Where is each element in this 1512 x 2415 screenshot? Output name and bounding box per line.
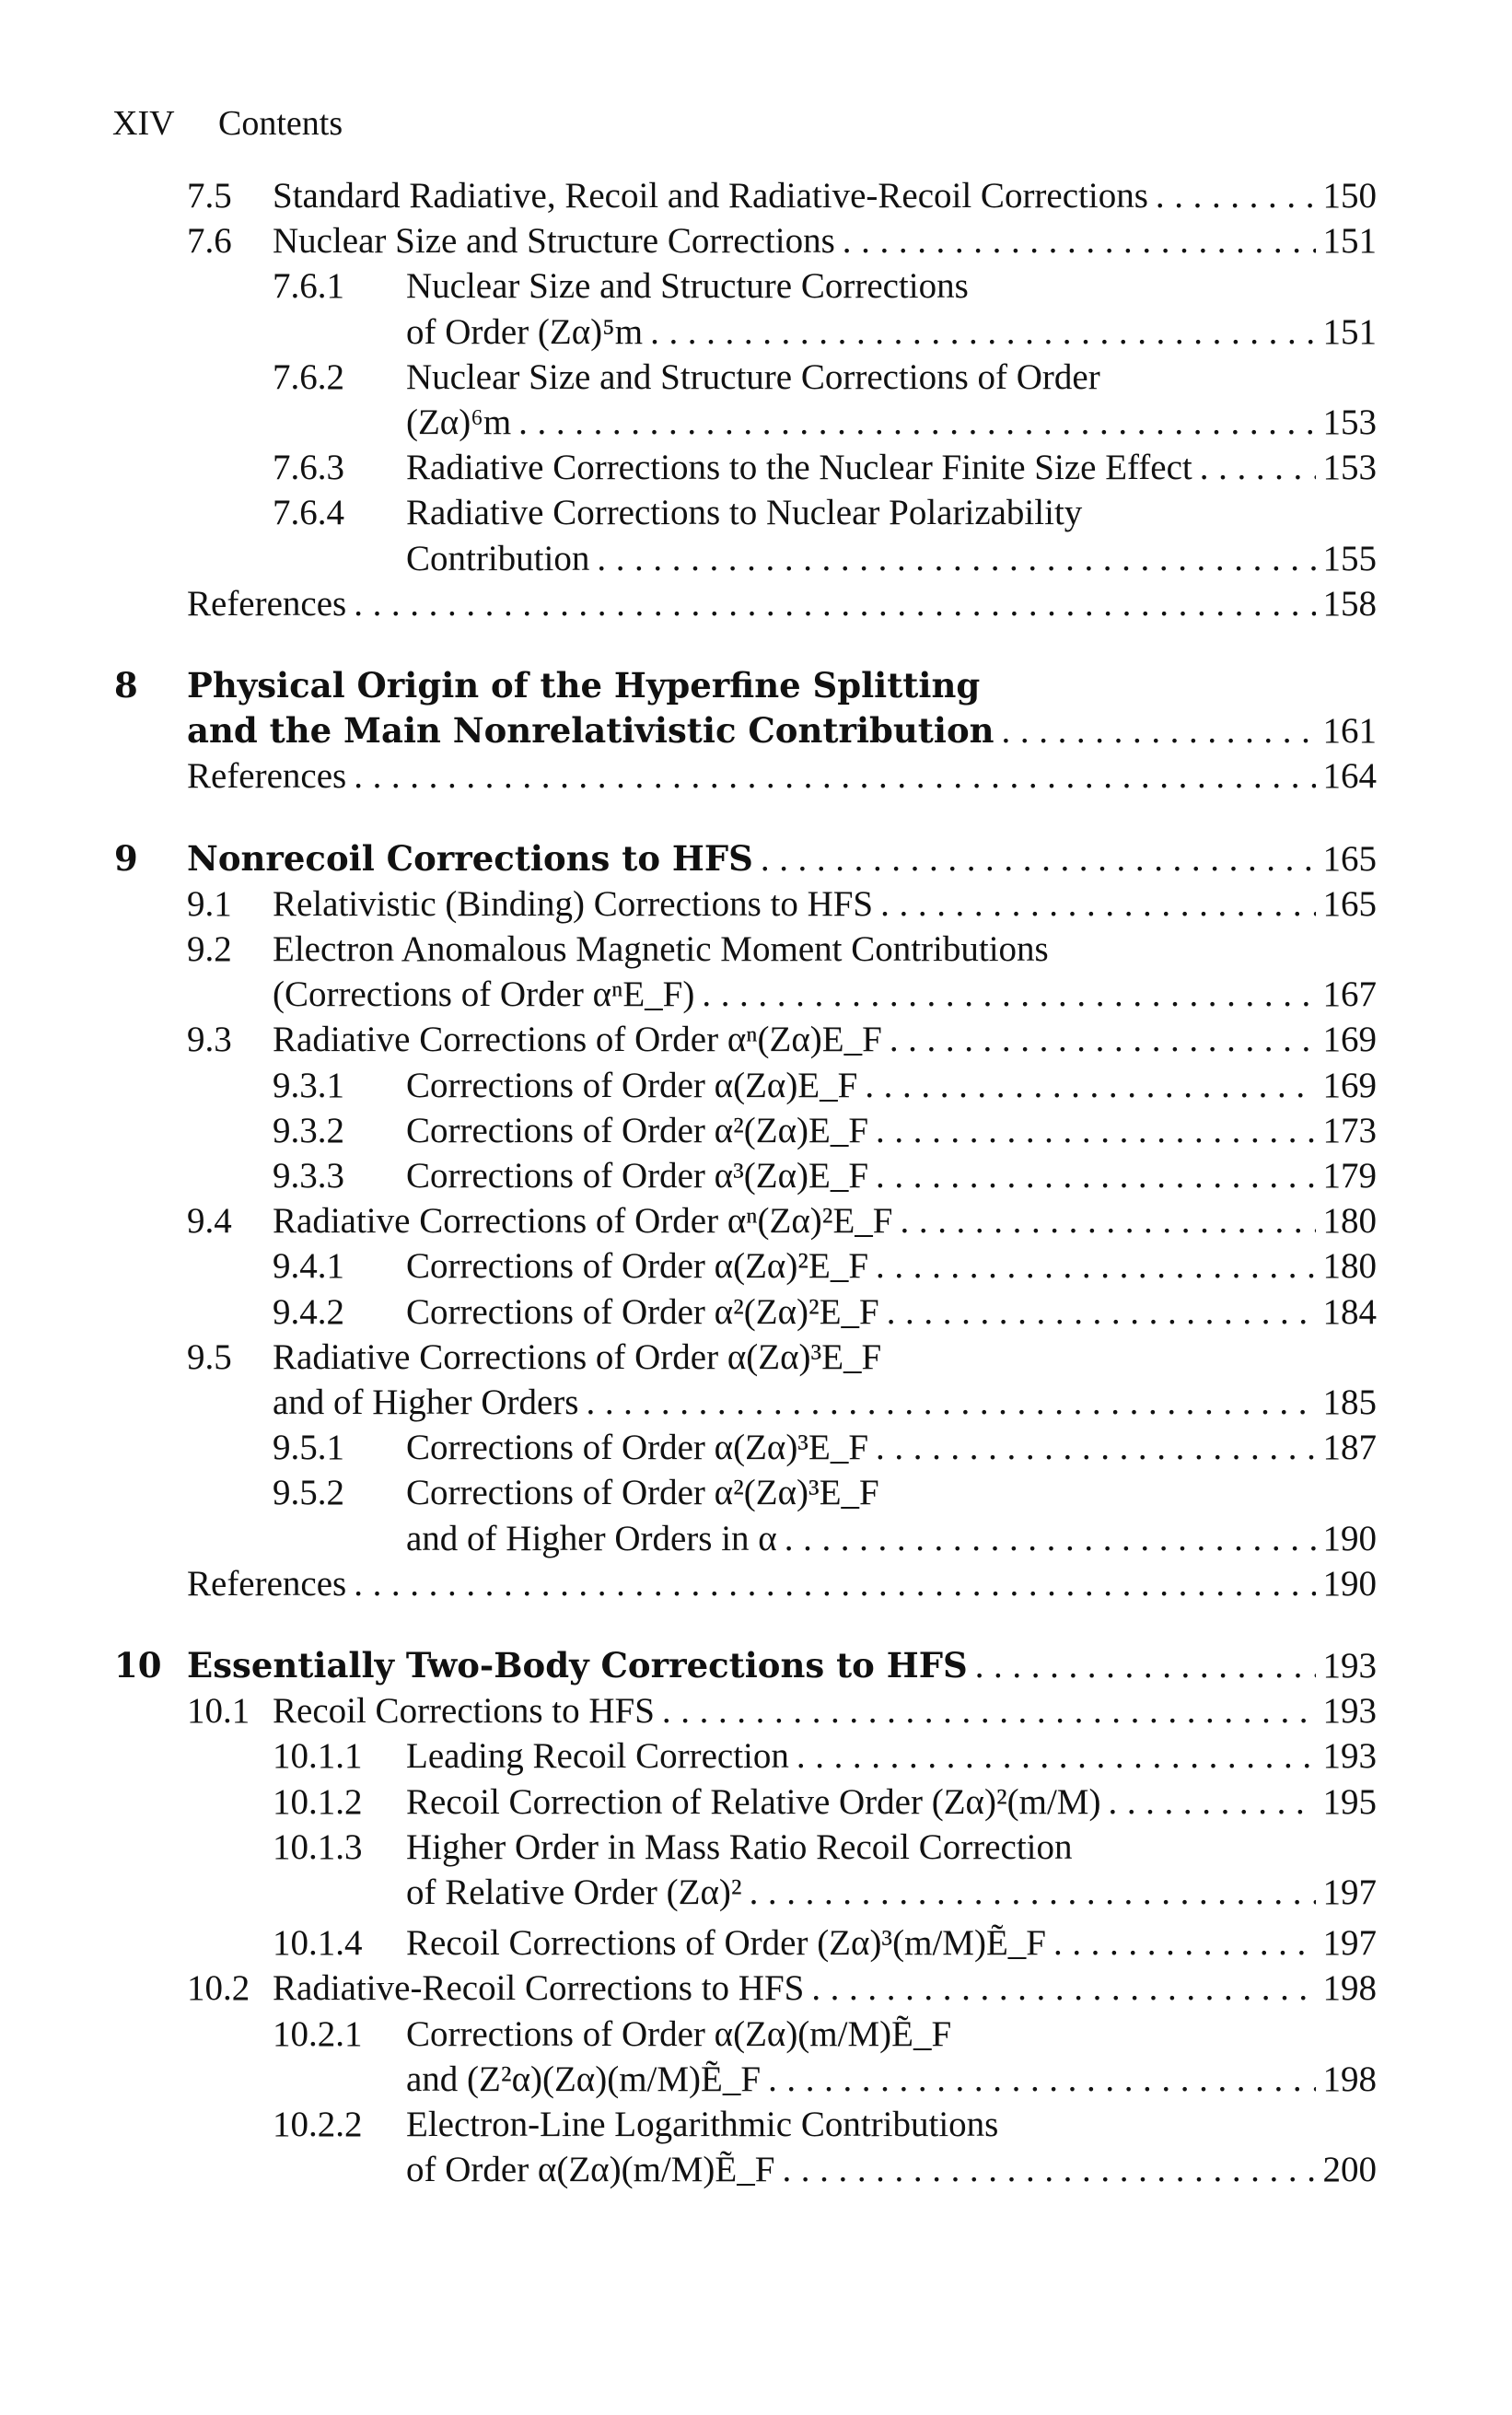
dot-leader xyxy=(901,1198,1316,1243)
toc-entry-row xyxy=(0,581,1512,626)
dot-leader xyxy=(890,1017,1316,1062)
toc-entry-row xyxy=(0,445,1512,490)
toc-entry-row xyxy=(0,1425,1512,1470)
toc-entry-row xyxy=(0,1017,1512,1062)
toc-entry-title: References xyxy=(187,756,347,797)
dot-leader xyxy=(876,1425,1315,1470)
dot-leader xyxy=(586,1380,1315,1425)
dot-leader xyxy=(887,1289,1316,1335)
toc-entry-row xyxy=(0,1335,1512,1380)
toc-entry-row xyxy=(0,309,1512,355)
toc-entry-number: 7.6.4 xyxy=(273,493,344,533)
toc-entry-row xyxy=(0,1470,1512,1515)
toc-entry-title: Contribution xyxy=(406,538,590,578)
toc-entry-number: 9.4.1 xyxy=(273,1246,344,1287)
toc-page-number: 180 xyxy=(1322,1201,1377,1242)
toc-entry-number: 7.6.2 xyxy=(273,356,344,397)
toc-entry-row xyxy=(0,972,1512,1017)
dot-leader xyxy=(880,881,1315,927)
toc-entry-row xyxy=(0,1516,1512,1561)
toc-entry-title: Electron Anomalous Magnetic Moment Contributions xyxy=(273,929,1049,969)
toc-entry-title: (Zα)⁶m xyxy=(406,402,512,442)
toc-entry-row xyxy=(0,1920,1512,1966)
toc-entry-row xyxy=(0,263,1512,309)
dot-leader xyxy=(518,400,1315,445)
toc-entry-title: Nuclear Size and Structure Corrections of Order xyxy=(406,356,1100,397)
dot-leader xyxy=(865,1063,1315,1108)
toc-entry-row xyxy=(0,1688,1512,1733)
toc-entry-title: Radiative-Recoil Corrections to HFS xyxy=(273,1968,805,2009)
toc-entry-number: 10.1.3 xyxy=(273,1826,363,1867)
toc-page-number: 198 xyxy=(1322,2059,1377,2099)
toc-entry-title: of Order (Zα)⁵m xyxy=(406,311,644,352)
toc-entry-row xyxy=(0,2102,1512,2147)
toc-entry-number: 9 xyxy=(114,837,138,879)
toc-chapter-row xyxy=(0,708,1512,753)
toc-entry-row xyxy=(0,1243,1512,1289)
toc-entry-row xyxy=(0,1779,1512,1825)
toc-entry-number: 9.5.1 xyxy=(273,1428,344,1468)
toc-page-number: 197 xyxy=(1322,1923,1377,1964)
dot-leader xyxy=(876,1108,1315,1153)
toc-entry-row xyxy=(0,927,1512,972)
dot-leader xyxy=(761,836,1316,881)
running-title: Contents xyxy=(218,104,343,143)
toc-entry-title: Radiative Corrections to Nuclear Polarizability xyxy=(406,493,1083,533)
toc-entry-title: Radiative Corrections of Order αⁿ(Zα)E_F xyxy=(273,1020,882,1060)
toc-entry-title: Corrections of Order α³(Zα)E_F xyxy=(406,1156,869,1196)
toc-entry-title: and (Z²α)(Zα)(m/M)Ẽ_F xyxy=(406,2059,762,2099)
toc-page-number: 161 xyxy=(1322,711,1377,752)
toc-entry-row xyxy=(0,1198,1512,1243)
toc-entry-row xyxy=(0,2057,1512,2102)
toc-entry-row xyxy=(0,1108,1512,1153)
toc-entry-row xyxy=(0,1380,1512,1425)
toc-entry-row xyxy=(0,218,1512,263)
toc-entry-number: 7.6.1 xyxy=(273,266,344,307)
dot-leader xyxy=(650,309,1315,355)
toc-chapter-row xyxy=(0,1643,1512,1688)
dot-leader xyxy=(811,1966,1315,2011)
toc-page-number: 164 xyxy=(1322,756,1377,797)
toc-entry-number: 9.3.2 xyxy=(273,1110,344,1150)
toc-entry-row xyxy=(0,2147,1512,2192)
toc-entry-number: 9.3.1 xyxy=(273,1065,344,1105)
toc-page-number: 198 xyxy=(1322,1968,1377,2009)
toc-entry-number: 10.2.1 xyxy=(273,2013,363,2054)
dot-leader xyxy=(1200,445,1316,490)
toc-entry-title: Essentially Two-Body Corrections to HFS xyxy=(187,1645,968,1686)
dot-leader xyxy=(354,1561,1315,1606)
toc-page-number: 151 xyxy=(1322,311,1377,352)
toc-page-number: 155 xyxy=(1322,538,1377,578)
dot-leader xyxy=(975,1643,1316,1688)
toc-entry-number: 9.5.2 xyxy=(273,1473,344,1513)
toc-entry-title: and of Higher Orders in α xyxy=(406,1518,777,1558)
toc-entry-title: Standard Radiative, Recoil and Radiative-Recoil Corrections xyxy=(273,176,1148,216)
toc-entry-row xyxy=(0,881,1512,927)
toc-entry-row xyxy=(0,1870,1512,1915)
toc-entry-title: and of Higher Orders xyxy=(273,1382,579,1422)
toc-entry-title: Electron-Line Logarithmic Contributions xyxy=(406,2105,999,2144)
toc-entry-title: of Relative Order (Zα)² xyxy=(406,1872,742,1912)
toc-entry-title: Corrections of Order α(Zα)³E_F xyxy=(406,1428,869,1468)
toc-page-number: 151 xyxy=(1322,221,1377,262)
dot-leader xyxy=(354,753,1315,799)
dot-leader xyxy=(768,2057,1315,2102)
toc-entry-row xyxy=(0,1966,1512,2011)
dot-leader xyxy=(1002,708,1316,753)
toc-page-number: 169 xyxy=(1322,1065,1377,1105)
dot-leader xyxy=(797,1733,1316,1779)
dot-leader xyxy=(1108,1779,1315,1825)
toc-page-number: 187 xyxy=(1322,1428,1377,1468)
toc-entry-title: Corrections of Order α(Zα)E_F xyxy=(406,1065,858,1105)
toc-entry-number: 9.5 xyxy=(187,1336,232,1377)
toc-entry-number: 9.3.3 xyxy=(273,1156,344,1196)
dot-leader xyxy=(702,972,1315,1017)
toc-entry-title: Nuclear Size and Structure Corrections xyxy=(273,221,835,262)
dot-leader xyxy=(750,1870,1316,1915)
dot-leader xyxy=(876,1243,1315,1289)
toc-entry-number: 10.1.4 xyxy=(273,1923,363,1964)
toc-entry-row xyxy=(0,400,1512,445)
dot-leader xyxy=(782,2147,1315,2192)
toc-entry-title: References xyxy=(187,583,347,624)
toc-page-number: 180 xyxy=(1322,1246,1377,1287)
toc-entry-number: 10 xyxy=(114,1645,162,1686)
toc-entry-title: Corrections of Order α(Zα)(m/M)Ẽ_F xyxy=(406,2013,952,2054)
dot-leader xyxy=(785,1516,1316,1561)
toc-page-number: 167 xyxy=(1322,974,1377,1015)
toc-entry-number: 7.5 xyxy=(187,176,232,216)
toc-entry-title: Nonrecoil Corrections to HFS xyxy=(187,837,753,879)
toc-entry-row xyxy=(0,355,1512,400)
toc-entry-title: Radiative Corrections of Order αⁿ(Zα)²E_F xyxy=(273,1201,893,1242)
toc-entry-number: 10.1 xyxy=(187,1691,250,1732)
toc-page-number: 193 xyxy=(1322,1736,1377,1777)
toc-page-number: 184 xyxy=(1322,1291,1377,1332)
toc-entry-title: Radiative Corrections of Order α(Zα)³E_F xyxy=(273,1336,882,1377)
toc-page-number: 169 xyxy=(1322,1020,1377,1060)
toc-page-number: 173 xyxy=(1322,1110,1377,1150)
toc-entry-number: 9.2 xyxy=(187,929,232,969)
toc-entry-row xyxy=(0,536,1512,581)
toc-entry-number: 9.4 xyxy=(187,1201,232,1242)
toc-entry-title: Relativistic (Binding) Corrections to HFS xyxy=(273,883,874,924)
page-number: XIV xyxy=(112,104,175,143)
toc-entry-row xyxy=(0,1561,1512,1606)
toc-entry-title: of Order α(Zα)(m/M)Ẽ_F xyxy=(406,2150,775,2190)
toc-entry-number: 9.1 xyxy=(187,883,232,924)
toc-entry-title: Corrections of Order α²(Zα)³E_F xyxy=(406,1473,879,1513)
toc-page-number: 150 xyxy=(1322,176,1377,216)
toc-entry-number: 9.4.2 xyxy=(273,1291,344,1332)
toc-entry-title: Recoil Corrections to HFS xyxy=(273,1691,655,1732)
toc-chapter-row xyxy=(0,663,1512,708)
toc-entry-row xyxy=(0,173,1512,218)
toc-entry-title: (Corrections of Order αⁿE_F) xyxy=(273,974,695,1015)
toc-entry-row xyxy=(0,490,1512,535)
dot-leader xyxy=(843,218,1316,263)
dot-leader xyxy=(1053,1920,1316,1966)
toc-entry-title: Recoil Correction of Relative Order (Zα)²(m/M) xyxy=(406,1781,1101,1822)
toc-entry-row xyxy=(0,1153,1512,1198)
toc-page-number: 153 xyxy=(1322,402,1377,442)
toc-page-number: 158 xyxy=(1322,583,1377,624)
toc-entry-row xyxy=(0,1063,1512,1108)
toc-chapter-row xyxy=(0,836,1512,881)
toc-page-number: 200 xyxy=(1322,2150,1377,2190)
dot-leader xyxy=(876,1153,1315,1198)
toc-entry-title: Nuclear Size and Structure Corrections xyxy=(406,266,969,307)
toc-entry-title: Corrections of Order α(Zα)²E_F xyxy=(406,1246,869,1287)
dot-leader xyxy=(1156,173,1316,218)
toc-entry-title: Higher Order in Mass Ratio Recoil Correction xyxy=(406,1826,1073,1867)
toc-entry-number: 8 xyxy=(114,665,138,706)
toc-entry-number: 10.1.2 xyxy=(273,1781,363,1822)
toc-page-number: 193 xyxy=(1322,1691,1377,1732)
toc-entry-row xyxy=(0,2012,1512,2057)
toc-entry-title: Radiative Corrections to the Nuclear Finite Size Effect xyxy=(406,448,1192,488)
toc-entry-title: and the Main Nonrelativistic Contribution xyxy=(187,710,994,752)
toc-page-number: 197 xyxy=(1322,1872,1377,1912)
toc-page-number: 190 xyxy=(1322,1563,1377,1604)
toc-page-number: 190 xyxy=(1322,1518,1377,1558)
toc-page-number: 193 xyxy=(1322,1646,1377,1686)
toc-entry-number: 9.3 xyxy=(187,1020,232,1060)
toc-entry-title: Corrections of Order α²(Zα)E_F xyxy=(406,1110,869,1150)
toc-entry-title: Corrections of Order α²(Zα)²E_F xyxy=(406,1291,879,1332)
toc-entry-number: 7.6 xyxy=(187,221,232,262)
toc-entry-title: Recoil Corrections of Order (Zα)³(m/M)Ẽ_F xyxy=(406,1923,1046,1964)
toc-page-number: 165 xyxy=(1322,838,1377,879)
dot-leader xyxy=(662,1688,1316,1733)
toc-entry-row xyxy=(0,753,1512,799)
toc-entry-row xyxy=(0,1733,1512,1779)
toc-entry-title: Leading Recoil Correction xyxy=(406,1736,789,1777)
toc-page-number: 185 xyxy=(1322,1382,1377,1422)
dot-leader xyxy=(597,536,1315,581)
toc-entry-row xyxy=(0,1289,1512,1335)
toc-page-number: 153 xyxy=(1322,448,1377,488)
toc-entry-number: 10.1.1 xyxy=(273,1736,363,1777)
toc-page-number: 195 xyxy=(1322,1781,1377,1822)
toc-entry-number: 10.2 xyxy=(187,1968,250,2009)
toc-entry-row xyxy=(0,1825,1512,1870)
running-header xyxy=(112,96,343,151)
toc-entry-number: 10.2.2 xyxy=(273,2105,363,2144)
dot-leader xyxy=(354,581,1315,626)
toc-entry-title: References xyxy=(187,1563,347,1604)
toc-entry-number: 7.6.3 xyxy=(273,448,344,488)
toc-entry-title: Physical Origin of the Hyperfine Splitting xyxy=(187,665,981,706)
toc-page-number: 179 xyxy=(1322,1156,1377,1196)
toc-page-number: 165 xyxy=(1322,883,1377,924)
